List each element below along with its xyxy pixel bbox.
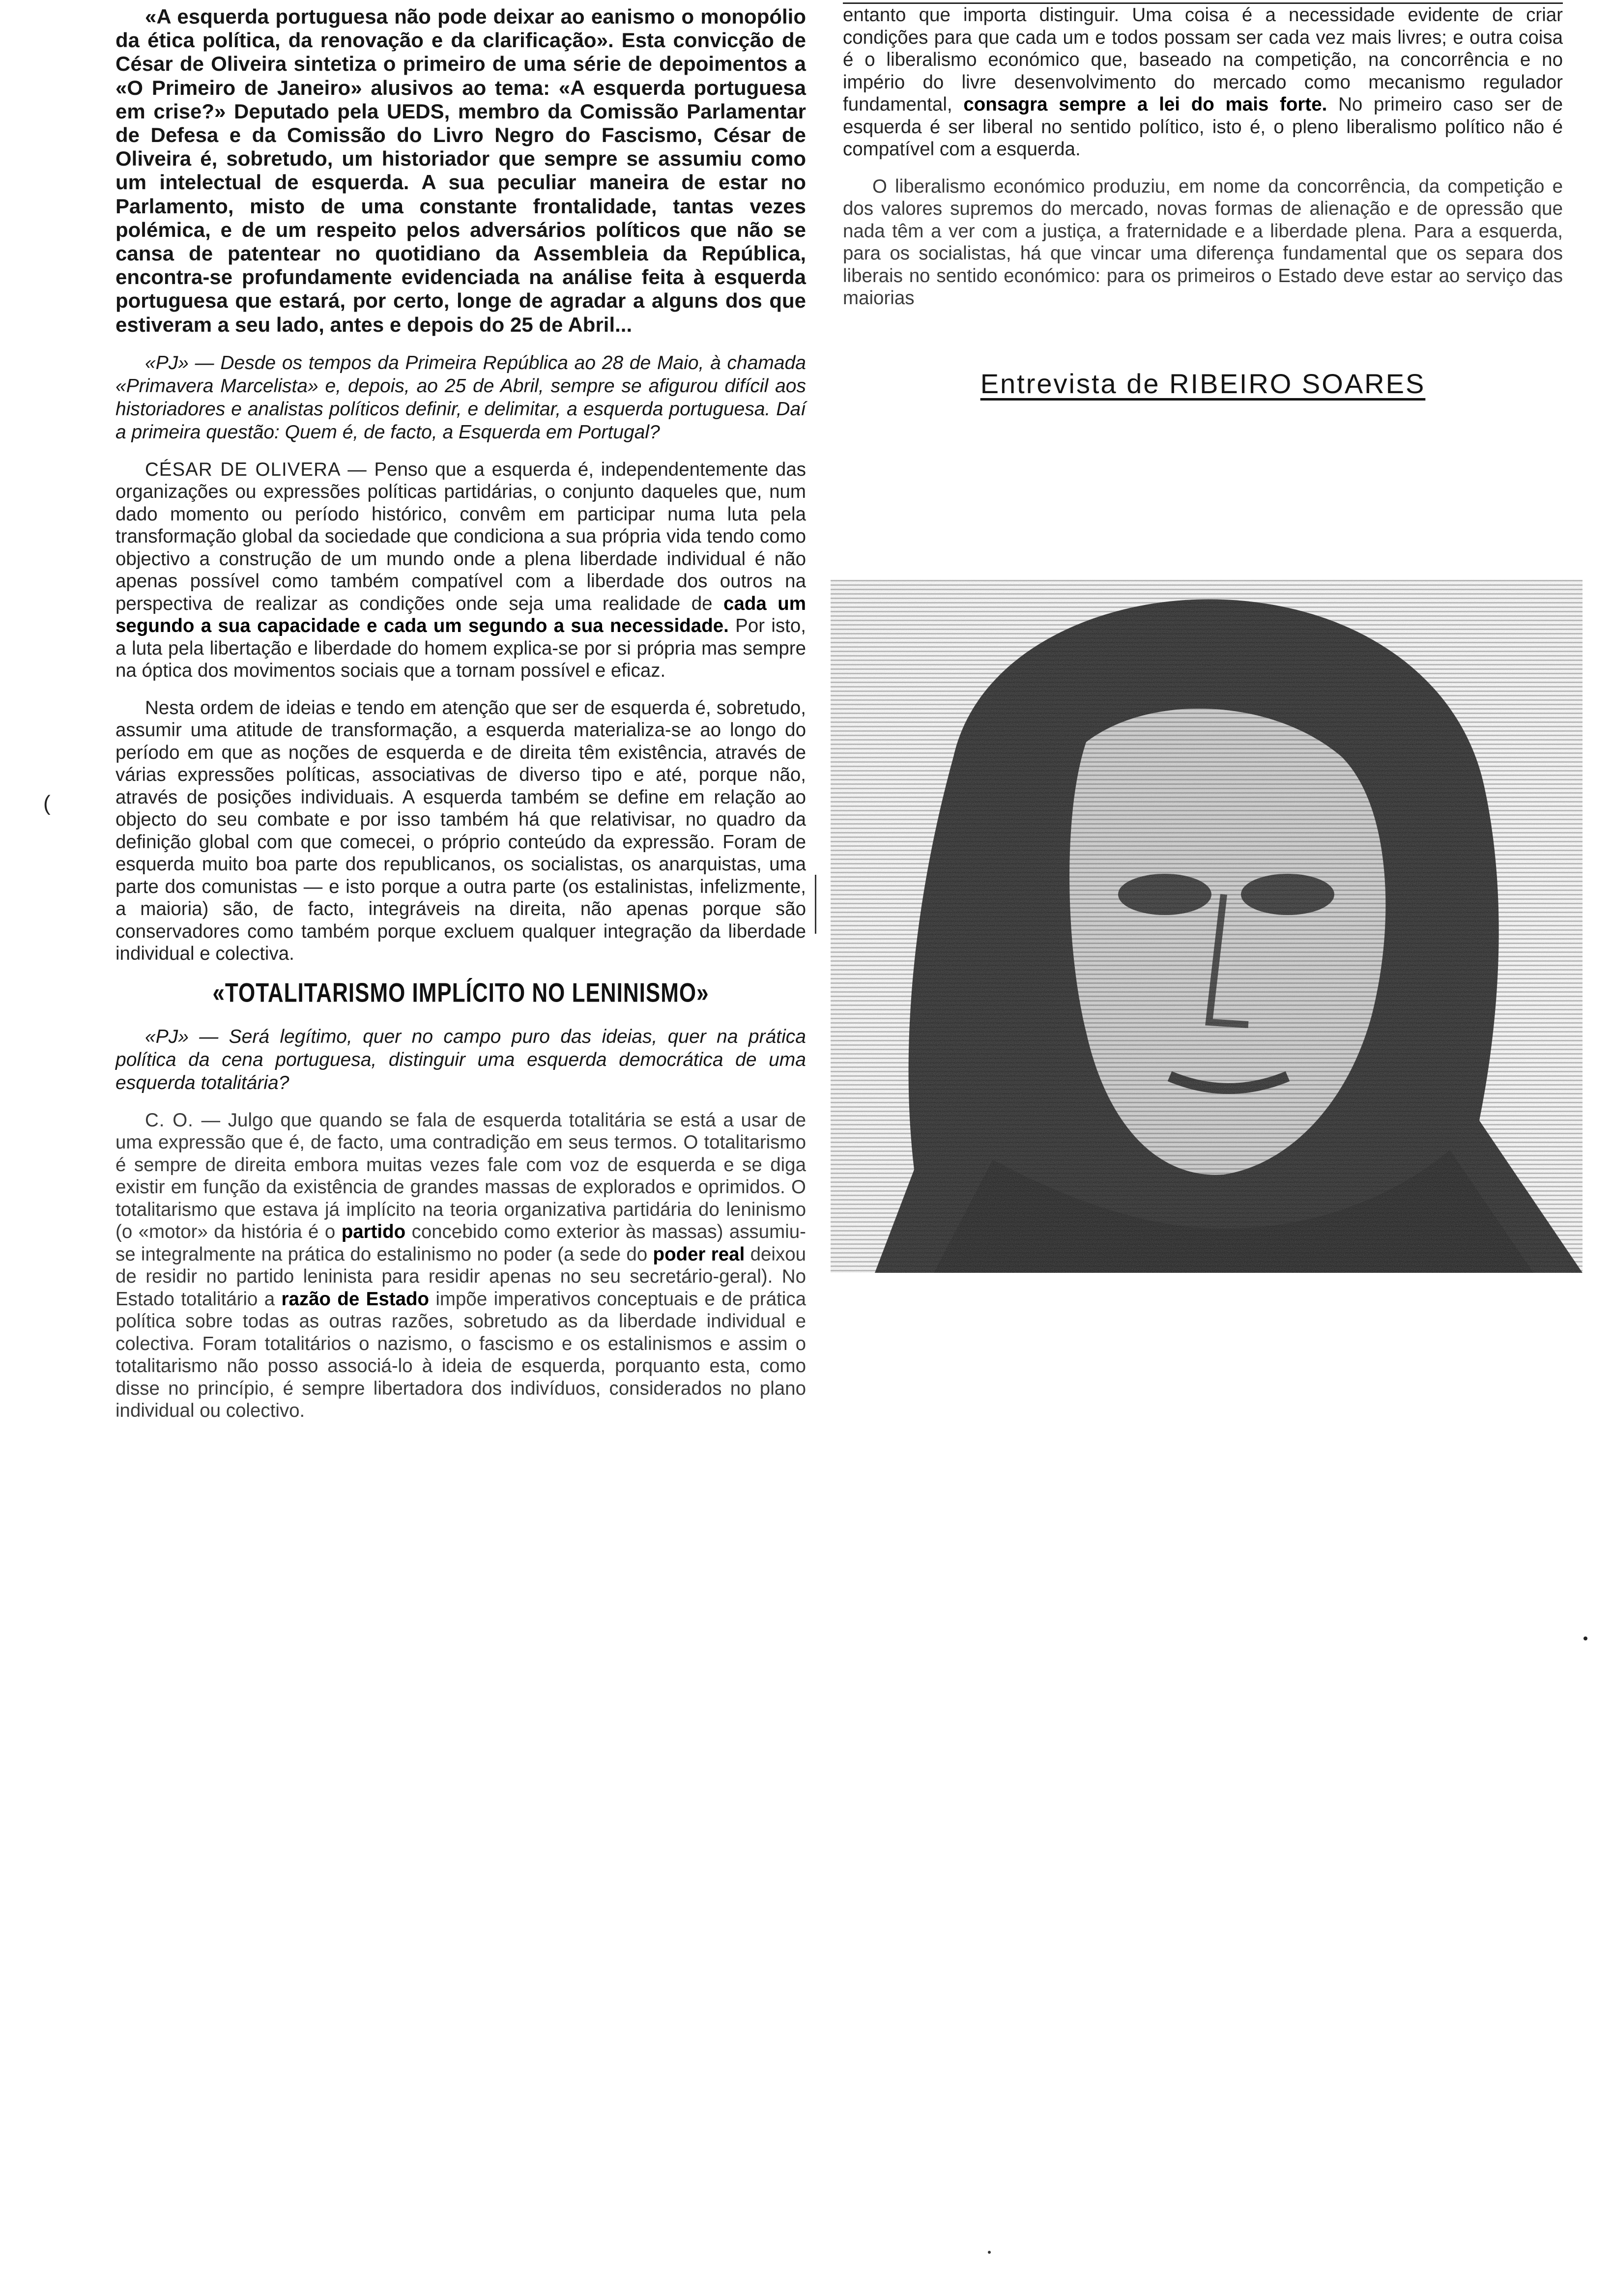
answer-2-bold-partido: partido <box>341 1221 406 1243</box>
scan-mark-dot <box>1583 1636 1587 1640</box>
subhead-text: «TOTALITARISMO IMPLÍCITO NO LENINISMO» <box>212 977 709 1008</box>
right-paragraph-1 <box>843 2 1563 161</box>
answer-2-text-c: deixou de residir no partido leninista para residir apenas no seu secretário-geral). No Estado totalitário a <box>115 1243 806 1310</box>
answer-2-speaker: C. O. — <box>145 1109 221 1131</box>
byline-block <box>843 368 1563 400</box>
scan-mark-bracket: ( <box>43 791 51 815</box>
right-bold-phrase: consagra sempre a lei do mais forte. <box>963 94 1327 115</box>
question-1 <box>115 351 806 444</box>
right-column <box>843 2 1563 400</box>
answer-2-text-d: impõe imperativos conceptuais e de prática política sobre todas as outras razões, sobretudo as da liberdade individual e colectiva. Foram totalitários o nazismo, o fascismo e os estalinismos e assim o totalitarismo não posso associá-lo à ideia de esquerda, porquanto esta, como disse no princípio, é sempre libertadora dos indivíduos, considerados no plano individual ou colectivo. <box>115 1288 806 1422</box>
answer-2 <box>115 1109 806 1422</box>
answer-1-paragraph-2: Nesta ordem de ideias e tendo em atenção que ser de esquerda é, sobretudo, assumir uma atitude de transformação, a esquerda materializa-se ao longo do período em que as noções de esquerda e de direita têm existência, através de várias expressões políticas, associativas de diverso tipo e até, porque não, através de posições individuais. A esquerda também se define em relação ao objecto do seu combate e por isso também há que relativisar, no quadro da definição global com que comecei, o próprio conteúdo da expressão. Foram de esquerda muito boa parte dos republicanos, os socialistas, os anarquistas, uma parte dos comunistas — e isto porque a outra parte (os estalinistas, infelizmente, a maioria) são, de facto, integráveis na direita, não apenas porque são conservadores como também porque excluem qualquer integração da liberdade individual e colectiva. <box>115 697 806 965</box>
article-lead: «A esquerda portuguesa não pode deixar ao eanismo o monopólio da ética política, da renovação e da clarificação». Esta convicção de César de Oliveira sintetiza o primeiro de uma série de depoimentos a «O Primeiro de Janeiro» alusivos ao tema: «A esquerda portuguesa em crise?» Deputado pela UEDS, membro da Comissão Parlamentar de Defesa e da Comissão do Livro Negro do Fascismo, César de Oliveira é, sobretudo, um historiador que sempre se assumiu como um intelectual de esquerda. A sua peculiar maneira de estar no Parlamento, misto de uma constante frontalidade, tantas vezes polémica, e de um respeito pelos adversários políticos que não se cansa de patentear no quotidiano da Assembleia da República, encontra-se profundamente evidenciada na análise feita à esquerda portuguesa que estará, por certo, longe de agradar a alguns dos que estiveram a seu lado, antes e depois do 25 de Abril... <box>115 5 806 336</box>
photo-grain <box>831 580 1583 1273</box>
answer-1-text: Penso que a esquerda é, independentemente das organizações ou expressões políticas partidárias, o conjunto daqueles que, num dado momento ou período histórico, convêm em participar numa luta pela transformação global da sociedade que condiciona a sua própria vida tendo como objectivo a construção de um mundo onde a plena liberdade individual é não apenas possível como também compatível com a liberdade dos outros na perspectiva de realizar as condições onde seja uma realidade de <box>115 459 806 614</box>
left-column <box>115 5 806 1437</box>
question-2-text: Será legítimo, quer no campo puro das ideias, quer na prática política da cena portuguesa, distinguir uma esquerda democrática de uma esquerda totalitária? <box>115 1026 806 1093</box>
answer-2-bold-razao-de-estado: razão de Estado <box>281 1288 430 1310</box>
question-1-text: Desde os tempos da Primeira República ao 28 de Maio, à chamada «Primavera Marcelista» e, depois, ao 25 de Abril, sempre se afigurou difícil aos historiadores e analistas políticos definir, e delimitar, a esquerda portuguesa. Daí a primeira questão: Quem é, de facto, a Esquerda em Portugal? <box>115 352 806 443</box>
right-text-b: No primeiro caso ser de esquerda é ser liberal no sentido político, isto é, o pleno liberalismo político não é compatível com a esquerda. <box>843 94 1563 160</box>
scan-mark-dot-bottom <box>988 2251 991 2254</box>
answer-1-speaker: CÉSAR DE OLIVERA — <box>145 459 367 480</box>
question-2-label: «PJ» — <box>145 1026 219 1047</box>
right-text-a: entanto que importa distinguir. Uma coisa é a necessidade evidente de criar condições para que cada um e todos possam ser cada vez mais livres; e outra coisa é o liberalismo económico que, baseado na competição, na concorrência e no império do livre desenvolvimento do mercado como mecanismo regulador fundamental, <box>843 4 1563 115</box>
portrait-photo <box>831 580 1583 1273</box>
answer-2-bold-poder-real: poder real <box>653 1243 745 1265</box>
answer-2-text-b: concebido como exterior às massas) assumiu-se integralmente na prática do estalinismo no poder (a sede do <box>115 1221 806 1265</box>
question-2 <box>115 1025 806 1094</box>
right-paragraph-2: O liberalismo económico produziu, em nome da concorrência, da competição e dos valores supremos do mercado, novas formas de alienação e de opressão que nada têm a ver com a justiça, a fraternidade e a liberdade plena. Para a esquerda, para os socialistas, há que vincar uma diferença fundamental que os separa dos liberais no sentido económico: para os primeiros o Estado deve estar ao serviço das maiorias <box>843 175 1563 309</box>
answer-1-paragraph-1 <box>115 459 806 682</box>
subhead <box>115 977 806 1008</box>
answer-1-text-end: Por isto, a luta pela libertação e liberdade do homem explica-se por si própria mas sempre na óptica dos movimentos sociais que a tornam possível e eficaz. <box>115 615 806 682</box>
answer-1-bold-phrase: cada um segundo a sua capacidade e cada um segundo a sua necessidade. <box>115 593 806 637</box>
question-1-label: «PJ» — <box>145 352 214 373</box>
scan-mark-bar <box>815 875 816 934</box>
byline: Entrevista de RIBEIRO SOARES <box>980 368 1426 399</box>
answer-2-text-a: Julgo que quando se fala de esquerda totalitária se está a usar de uma expressão que é, de facto, uma contradição em seus termos. O totalitarismo é sempre de direita embora muitas vezes fale com voz de esquerda e se diga existir em função da existência de grandes massas de explorados e oprimidos. O totalitarismo que estava já implícito na teoria organizativa partidária do leninismo (o «motor» da história é o <box>115 1109 806 1243</box>
